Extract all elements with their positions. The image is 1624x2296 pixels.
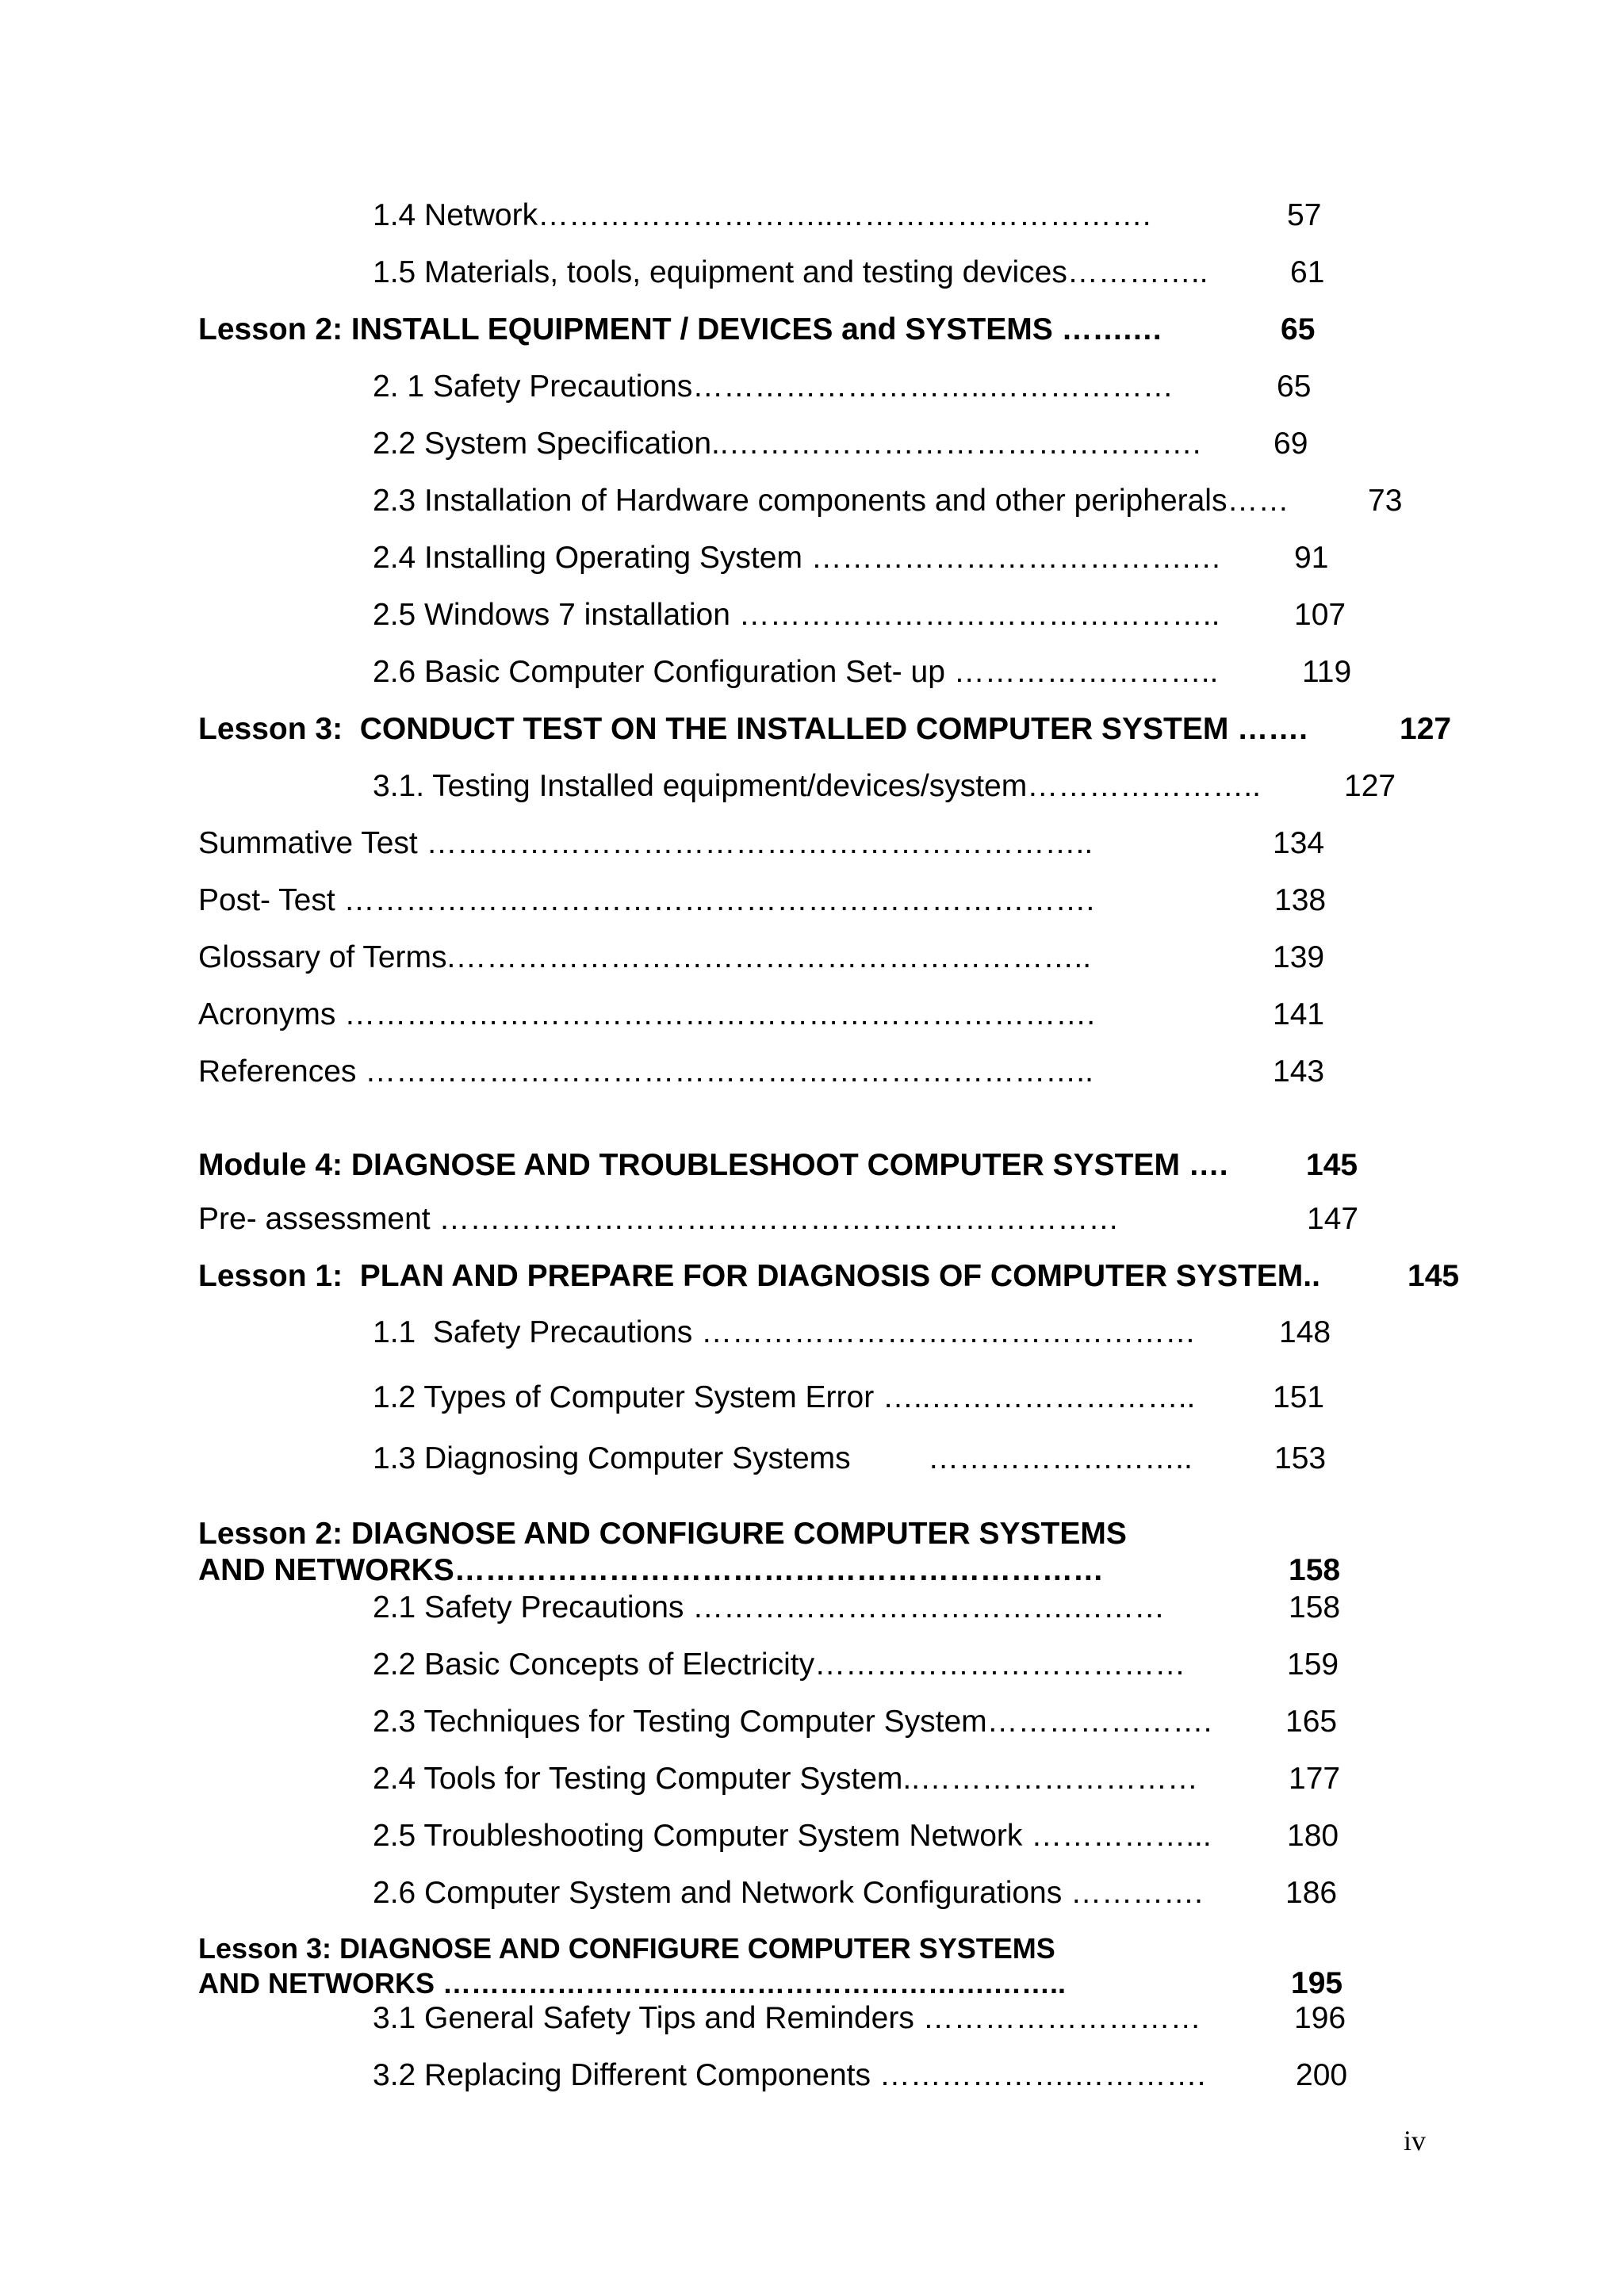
toc-entry-title: Summative Test ……………………………………………………….. <box>198 826 1094 860</box>
toc-entry-title: 2.2 Basic Concepts of Electricity……………………………… <box>373 1647 1186 1682</box>
toc-entry-page: 119 <box>1302 655 1352 689</box>
toc-entry-page: 145 <box>1408 1259 1460 1293</box>
toc-entry-page: 165 <box>1285 1705 1338 1739</box>
toc-entry-title: 2.4 Installing Operating System ……………………………….… <box>373 541 1222 575</box>
toc-entry-page: 196 <box>1294 2001 1346 2035</box>
toc-entry-page: 127 <box>1400 712 1452 746</box>
toc-entry-title: Lesson 3: DIAGNOSE AND CONFIGURE COMPUTER SYSTEMS <box>198 1932 1055 1965</box>
toc-entry-page: 138 <box>1274 883 1327 917</box>
toc-entry-page: 148 <box>1279 1315 1331 1349</box>
toc-entry-page: 177 <box>1289 1762 1341 1796</box>
toc-entry-title: 2.5 Windows 7 installation ……………………………………….. <box>373 598 1220 632</box>
toc-entry-page: 153 <box>1274 1441 1327 1475</box>
toc-entry-title: 1.5 Materials, tools, equipment and testing devices………….. <box>373 255 1208 289</box>
toc-entry-page: 65 <box>1277 369 1312 404</box>
toc-entry-title: 2.5 Troubleshooting Computer System Network ……………... <box>373 1819 1212 1853</box>
toc-entry-page: 134 <box>1273 826 1325 860</box>
toc-entry-title: 3.2 Replacing Different Components ……………….…………. <box>373 2058 1206 2092</box>
toc-entry-page: 73 <box>1368 484 1403 518</box>
toc-entry-page: 151 <box>1273 1380 1325 1414</box>
toc-entry-title: 2.4 Tools for Testing Computer System..……………………… <box>373 1762 1199 1796</box>
toc-entry-page: 158 <box>1289 1590 1341 1624</box>
toc-entry-title: References …………………………………………………………….. <box>198 1054 1094 1089</box>
toc-entry-page: 107 <box>1294 598 1346 632</box>
toc-entry-title: Post- Test ………………………………………………………………. <box>198 883 1095 917</box>
toc-entry-title: 1.3 Diagnosing Computer Systems …………………….. <box>373 1441 1193 1475</box>
toc-entry-page: 145 <box>1306 1148 1358 1182</box>
toc-entry-title: 2. 1 Safety Precautions………………………..……………… <box>373 369 1174 404</box>
toc-entry-title: Acronyms ………………………………………………………………. <box>198 997 1096 1031</box>
toc-entry-page: 186 <box>1285 1876 1338 1910</box>
toc-entry-page: 65 <box>1281 312 1316 346</box>
toc-entry-page: 158 <box>1289 1553 1341 1587</box>
toc-entry-title: AND NETWORKS ………………………………………………….…….. <box>198 1967 1066 1999</box>
toc-entry-title: Module 4: DIAGNOSE AND TROUBLESHOOT COMPUTER SYSTEM …. <box>198 1148 1228 1182</box>
toc-entry-page: 143 <box>1273 1054 1325 1089</box>
toc-entry-page: 180 <box>1287 1819 1339 1853</box>
toc-entry-page: 147 <box>1307 1202 1359 1236</box>
toc-entry-page: 57 <box>1287 198 1322 232</box>
toc-entry-title: 2.1 Safety Precautions ……………………………….……… <box>373 1590 1166 1624</box>
toc-entry-page: 159 <box>1287 1647 1339 1682</box>
toc-entry-title: 2.2 System Specification..………………………………………. <box>373 427 1201 461</box>
toc-entry-title: Lesson 3: CONDUCT TEST ON THE INSTALLED COMPUTER SYSTEM ……. <box>198 712 1308 746</box>
toc-entry-page: 141 <box>1273 997 1325 1031</box>
toc-entry-title: 2.3 Techniques for Testing Computer System…………………. <box>373 1705 1212 1739</box>
toc-entry-title: Glossary of Terms.…………………………………………………….. <box>198 940 1092 974</box>
toc-entry-title: Pre- assessment ………………………………………………………… <box>198 1202 1120 1236</box>
toc-entry-title: 2.6 Computer System and Network Configurations …………. <box>373 1876 1203 1910</box>
toc-entry-title: 3.1. Testing Installed equipment/devices/system………………….. <box>373 769 1261 803</box>
toc-entry-page: 139 <box>1273 940 1325 974</box>
toc-entry-page: 127 <box>1344 769 1396 803</box>
toc-entry-title: 1.2 Types of Computer System Error …..…………………….. <box>373 1380 1196 1414</box>
page-number: iv <box>1404 2125 1427 2156</box>
toc-entry-title: 2.3 Installation of Hardware components and other peripherals…… <box>373 484 1289 518</box>
toc-entry-page: 69 <box>1274 427 1308 461</box>
toc-entry-page: 200 <box>1296 2058 1348 2092</box>
toc-entry-title: Lesson 2: DIAGNOSE AND CONFIGURE COMPUTER SYSTEMS <box>198 1517 1127 1551</box>
toc-entry-page: 61 <box>1290 255 1325 289</box>
toc-entry-title: 1.1 Safety Precautions ………………………………………… <box>373 1315 1197 1349</box>
toc-entry-title: Lesson 1: PLAN AND PREPARE FOR DIAGNOSIS OF COMPUTER SYSTEM.. <box>198 1259 1320 1293</box>
toc-entry-page: 91 <box>1294 541 1329 575</box>
toc-entry-title: 2.6 Basic Computer Configuration Set- up …………………….. <box>373 655 1219 689</box>
toc-entry-page: 195 <box>1291 1966 1343 2000</box>
toc-entry-title: AND NETWORKS……………………………………………………… <box>198 1553 1104 1587</box>
toc-entry-title: 3.1 General Safety Tips and Reminders ……………………… <box>373 2001 1201 2035</box>
toc-entry-title: 1.4 Network………………………..…………………………. <box>373 198 1151 232</box>
toc-entry-title: Lesson 2: INSTALL EQUIPMENT / DEVICES and SYSTEMS …….… <box>198 312 1163 346</box>
